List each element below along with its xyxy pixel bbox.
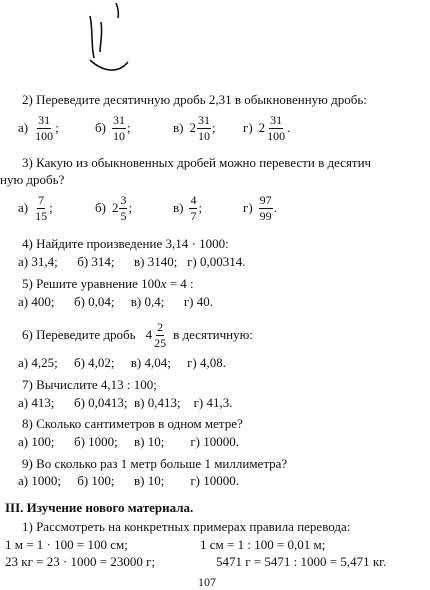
question-6-denominator: 25 [154,335,167,350]
option-separator: ; [126,120,131,135]
conversion-example-1-right: 1 см = 1 : 100 = 0,01 м; [200,537,326,552]
q2-option-2 [95,113,131,143]
option-separator: . [273,200,277,215]
section-item-1: 1) Рассмотреть на конкретных примерах правила перевода: [22,519,351,534]
q3-option-4 [243,193,277,223]
option-denominator: 10 [112,128,125,143]
option-fraction [34,194,48,223]
section-heading: III. Изучение нового материала. [5,500,194,515]
conversion-example-2-left: 23 кг = 23 · 1000 = 23000 г; [5,554,156,569]
option-separator: ; [49,200,53,215]
question-6-numerator: 2 [157,319,164,334]
option-numerator: 31 [270,112,283,127]
option-numerator: 97 [259,192,272,207]
question-5-text-before: 5) Решите уравнение 100 [22,276,161,291]
option-numerator: 31 [197,112,210,127]
question-7-text: 7) Вычислите 4,13 : 100; [22,377,157,392]
option-numerator: 4 [190,192,197,207]
option-letter: в) [173,120,184,135]
option-fraction [197,114,211,143]
conversion-example-2-right: 5471 г = 5471 : 1000 = 5,471 кг. [216,554,387,569]
option-whole-part: 2 [111,200,119,215]
option-whole-part: 2 [258,120,266,135]
question-5-variable: x [160,276,167,291]
q2-option-1 [18,113,59,143]
question-5-text-after: = 4 : [166,276,194,291]
option-denominator: 99 [259,208,272,223]
question-3-text-line1: 3) Какую из обыкновенных дробей можно перевести в десятич [22,155,372,170]
option-denominator: 5 [120,208,127,223]
option-denominator: 100 [35,128,54,143]
option-numerator: 31 [38,112,51,127]
question-6-answers: а) 4,25; б) 4,02; в) 4,04; г) 4,08. [18,355,227,370]
option-separator: . [287,120,291,135]
q2-option-4 [243,113,290,143]
option-whole-part: 2 [189,120,196,135]
option-fraction [266,114,286,143]
option-denominator: 15 [35,208,48,223]
option-separator: ; [211,120,216,135]
question-4-text: 4) Найдите произведение 3,14 · 1000: [22,236,229,251]
option-separator: ; [55,120,59,135]
question-2-text: 2) Переведите десятичную дробь 2,31 в обыкновенную дробь: [22,92,367,107]
handwritten-doodle [88,0,178,75]
question-6-whole: 4 [145,327,153,342]
q3-option-1 [18,193,53,223]
option-fraction [34,114,54,143]
question-4-answers: а) 31,4; б) 314; в) 3140; г) 0,00314. [18,254,246,269]
question-2-options [18,113,418,143]
option-letter: в) [173,200,184,215]
option-letter: а) [18,120,29,135]
question-6-text [22,319,253,351]
option-denominator: 7 [190,208,197,223]
option-fraction [112,114,126,143]
option-letter: а) [18,200,29,215]
q3-option-3 [173,193,202,223]
question-6-fraction [153,321,167,350]
question-9-answers: а) 1000; б) 100; в) 10; г) 10000. [18,473,240,488]
question-8-answers: а) 100; б) 1000; в) 10; г) 10000. [18,434,240,449]
question-9-text: 9) Во сколько раз 1 метр больше 1 миллиметра? [22,456,288,471]
page-number: 107 [198,575,216,589]
question-5-answers: а) 400; б) 0,04; в) 0,4; г) 40. [18,294,214,309]
question-3-options [18,193,418,223]
option-numerator: 7 [38,192,45,207]
question-5-text [22,276,194,292]
option-separator: ; [128,200,133,215]
question-8-text: 8) Сколько сантиметров в одном метре? [22,416,243,431]
option-numerator: 31 [112,112,125,127]
question-6-text-after: в десятичную: [173,327,253,342]
option-denominator: 10 [197,128,210,143]
option-letter: г) [243,120,253,135]
option-denominator: 100 [267,128,286,143]
option-letter: г) [243,200,253,215]
q2-option-3 [173,113,216,143]
conversion-example-1-left: 1 м = 1 · 100 = 100 см; [5,537,128,552]
option-fraction [119,194,127,223]
question-6-text-before: 6) Переведите дробь [22,327,136,342]
question-3-text-line2: ную дробь? [0,172,65,187]
option-fraction [189,194,197,223]
question-7-answers: а) 413; б) 0,0413; в) 0,413; г) 41,3. [18,395,233,410]
option-fraction [259,194,273,223]
option-numerator: 3 [120,192,127,207]
option-separator: ; [198,200,203,215]
q3-option-2 [95,193,132,223]
option-letter: б) [95,120,106,135]
option-letter: б) [95,200,106,215]
